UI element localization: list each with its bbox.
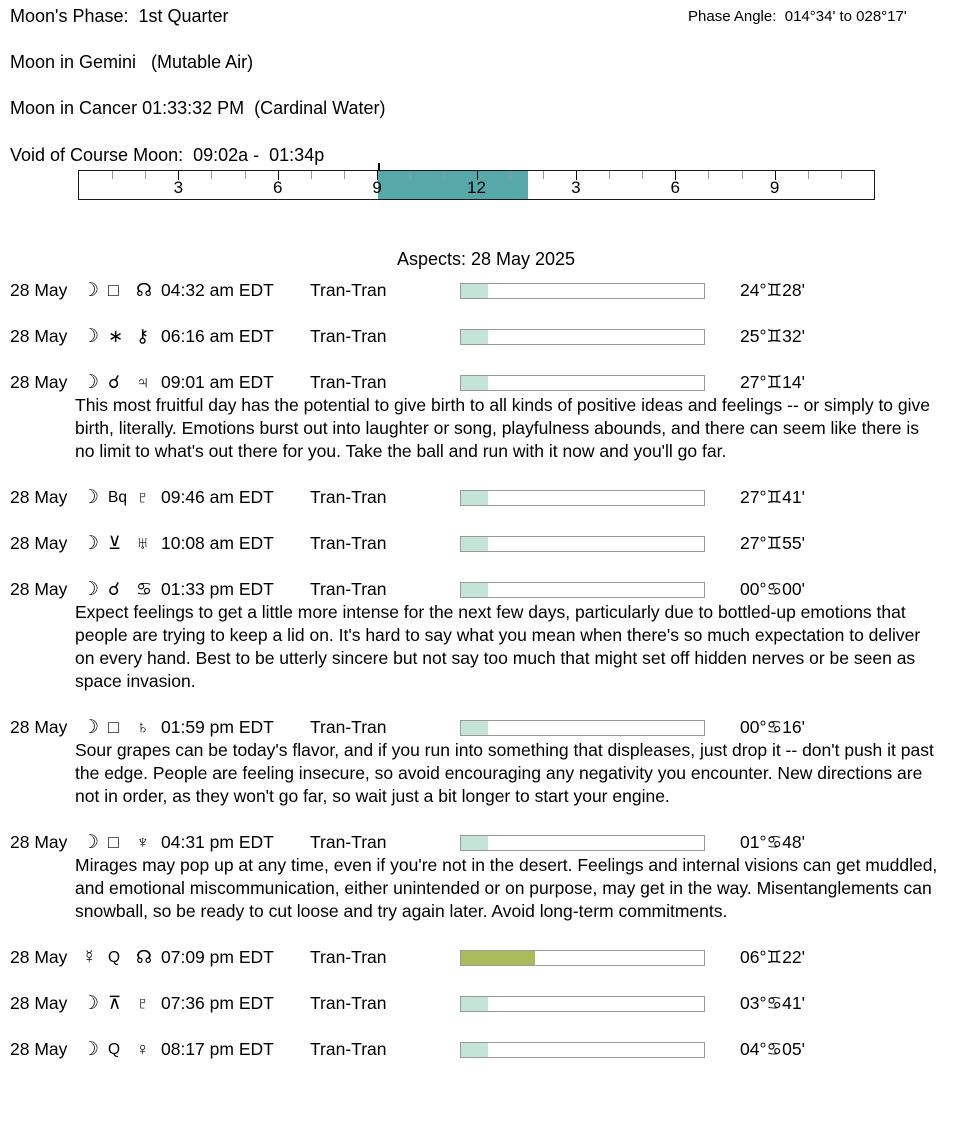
aspect-position: 25°♊32' (740, 326, 805, 346)
biquintile-icon: Bq (108, 489, 127, 506)
orb-progress-bar (460, 536, 705, 552)
aspect-type: Tran-Tran (310, 579, 387, 599)
aspect-type: Tran-Tran (310, 487, 387, 507)
conjunction-icon: ☌ (108, 579, 121, 599)
aspect-row[interactable] (0, 578, 972, 601)
aspect-interpretation: This most fruitful day has the potential to give birth to all kinds of positive ideas and feelings -- or simply to give birth, literally. Emotions burst out into laughter or song, playfulness abounds, and there can seem like there is no limit to what's out there for you. Take the ball and run with it now and you'll go far. (75, 395, 931, 461)
orb-progress-fill (461, 997, 488, 1011)
aspect-date: 28 May (10, 280, 68, 300)
hour-tick (510, 171, 511, 179)
aspect-type: Tran-Tran (310, 947, 387, 967)
aspect-time: 09:46 am EDT (161, 487, 274, 507)
orb-progress-bar (460, 283, 705, 299)
moon-icon: ☽ (82, 326, 100, 347)
hour-label: 9 (769, 178, 780, 197)
pluto-icon: ♇ (136, 993, 150, 1013)
aspect-type: Tran-Tran (310, 1039, 387, 1059)
quincunx-icon: ⊼ (108, 993, 122, 1013)
aspect-time: 01:59 pm EDT (161, 717, 274, 737)
aspect-row[interactable] (0, 325, 972, 348)
hour-tick (642, 171, 643, 179)
hour-tick (808, 171, 809, 179)
aspect-row[interactable] (0, 279, 972, 302)
aspect-time: 07:36 pm EDT (161, 993, 274, 1013)
orb-progress-bar (460, 490, 705, 506)
orb-progress-bar (460, 1042, 705, 1058)
hour-tick (245, 171, 246, 179)
aspect-type: Tran-Tran (310, 993, 387, 1013)
hour-tick (410, 171, 411, 179)
hour-label: 3 (571, 178, 581, 197)
hour-tick (145, 171, 146, 179)
voc-band (378, 171, 528, 199)
hour-label: 3 (173, 178, 184, 197)
aspects-section (0, 248, 972, 1061)
aspect-position: 27°♊41' (740, 487, 805, 507)
orb-progress-fill (461, 721, 488, 735)
aspect-interpretation: Mirages may pop up at any time, even if you're not in the desert. Feelings and internal visions can get muddled, and emotional miscommunication, either unintended or on purpose, may get in the way. Misentanglements can snowball, so be ready to cut loose and try again later. Avoid long-term commitments. (75, 855, 938, 921)
venus-icon: ♀ (136, 1039, 150, 1059)
aspect-type: Tran-Tran (310, 717, 387, 737)
hour-tick (742, 171, 743, 179)
north-node-icon: ☊ (136, 280, 152, 300)
orb-progress-fill (461, 376, 488, 390)
square-icon: □ (108, 832, 119, 852)
aspect-position: 04°♋05' (740, 1039, 805, 1059)
aspect-time: 06:16 am EDT (161, 326, 274, 346)
hour-tick (609, 171, 610, 179)
orb-progress-fill (461, 583, 488, 597)
aspect-row[interactable] (0, 532, 972, 555)
orb-progress-fill (461, 330, 488, 344)
hour-label: 6 (670, 178, 680, 197)
aspect-date: 28 May (10, 326, 68, 346)
hour-label: 9 (372, 178, 382, 197)
moon-icon: ☽ (82, 1039, 100, 1060)
aspect-position: 00°♋16' (740, 717, 805, 737)
square-icon: □ (108, 717, 119, 737)
orb-progress-bar (460, 835, 705, 851)
orb-progress-fill (461, 537, 488, 551)
aspect-position: 27°♊14' (740, 372, 805, 392)
aspect-interpretation: Expect feelings to get a little more intense for the next few days, particularly due to bottled-up emotions that people are trying to keep a lid on. It's hard to say what you mean when there's so much expectation to deliver on every hand. Best to be utterly sincere but not say too much that might set off hidden nerves or be seen as space invasion. (75, 602, 921, 691)
voc-timeline (78, 170, 875, 200)
hour-label: 12 (467, 178, 486, 197)
conjunction-icon: ☌ (108, 372, 121, 392)
aspect-time: 04:31 pm EDT (161, 832, 274, 852)
hour-tick (708, 171, 709, 179)
voc-start-marker (378, 163, 380, 171)
aspect-time: 04:32 am EDT (161, 280, 274, 300)
square-icon: □ (108, 280, 119, 300)
aspects-title: Aspects: 28 May 2025 (396, 249, 576, 269)
aspect-date: 28 May (10, 1039, 68, 1059)
aspect-position: 01°♋48' (740, 832, 805, 852)
phase-angle-line: Phase Angle: 014°34' to 028°17' (688, 8, 907, 25)
aspect-time: 09:01 am EDT (161, 372, 274, 392)
aspect-position: 03°♋41' (740, 993, 805, 1013)
void-of-course-line: Void of Course Moon: 09:02a - 01:34p (10, 145, 325, 165)
north-node-icon: ☊ (136, 947, 152, 967)
orb-progress-fill (461, 491, 488, 505)
moon-icon: ☽ (82, 832, 100, 853)
hour-tick (543, 171, 544, 179)
hour-tick (211, 171, 212, 179)
aspect-interpretation: Sour grapes can be today's flavor, and if you run into something that displeases, just drop it -- don't push it past the edge. People are feeling insecure, so avoid encouraging any negativity you encounter. New directions are not in order, as they won't go far, so wait just a bit longer to start your engine. (75, 740, 934, 806)
aspect-row[interactable] (0, 486, 972, 509)
hour-tick (344, 171, 345, 179)
aspect-position: 27°♊55' (740, 533, 805, 553)
aspect-time: 07:09 pm EDT (161, 947, 274, 967)
orb-progress-fill (461, 1043, 488, 1057)
aspect-rows (0, 279, 972, 1061)
aspect-type: Tran-Tran (310, 280, 387, 300)
hour-tick (311, 171, 312, 179)
saturn-icon: ♄ (136, 717, 150, 737)
aspect-time: 01:33 pm EDT (161, 579, 274, 599)
aspect-type: Tran-Tran (310, 832, 387, 852)
moon-icon: ☽ (82, 717, 100, 738)
aspect-row[interactable] (0, 1038, 972, 1061)
moon-sign-line: Moon in Gemini (Mutable Air) (10, 52, 254, 72)
orb-progress-fill (461, 951, 535, 965)
orb-progress-bar (460, 329, 705, 345)
aspect-time: 08:17 pm EDT (161, 1039, 274, 1059)
aspect-position: 06°♊22' (740, 947, 805, 967)
orb-progress-bar (460, 375, 705, 391)
aspect-date: 28 May (10, 947, 68, 967)
orb-progress-bar (460, 996, 705, 1012)
aspect-type: Tran-Tran (310, 533, 387, 553)
aspect-date: 28 May (10, 993, 68, 1013)
uranus-icon: ♅ (136, 533, 150, 553)
pluto-icon: ♇ (136, 487, 150, 507)
aspect-position: 24°♊28' (740, 280, 805, 300)
moon-icon: ☽ (82, 533, 100, 554)
sextile-icon: ∗ (108, 326, 124, 346)
orb-progress-bar (460, 582, 705, 598)
aspect-date: 28 May (10, 717, 68, 737)
moons-phase-line: Moon's Phase: 1st Quarter (10, 6, 229, 26)
semisextile-icon: ⊻ (108, 533, 122, 553)
quintile-icon: Q (108, 949, 121, 966)
aspect-time: 10:08 am EDT (161, 533, 274, 553)
aspect-row[interactable] (0, 992, 972, 1015)
orb-progress-fill (461, 836, 488, 850)
moon-icon: ☽ (82, 993, 100, 1014)
moon-icon: ☽ (82, 487, 100, 508)
hour-label: 6 (273, 178, 283, 197)
moon-icon: ☽ (82, 579, 100, 600)
hour-tick (112, 171, 113, 179)
orb-progress-bar (460, 720, 705, 736)
orb-progress-bar (460, 950, 705, 966)
aspect-date: 28 May (10, 832, 68, 852)
neptune-icon: ♆ (136, 832, 150, 852)
aspect-position: 00°♋00' (740, 579, 805, 599)
aspect-row[interactable] (0, 716, 972, 739)
quintile-icon: Q (108, 1041, 121, 1058)
orb-progress-fill (461, 284, 488, 298)
aspect-date: 28 May (10, 372, 68, 392)
aspect-date: 28 May (10, 533, 68, 553)
hour-tick (841, 171, 842, 179)
mercury-icon: ☿ (82, 947, 97, 968)
aspect-date: 28 May (10, 579, 68, 599)
chiron-icon: ⚷ (136, 326, 150, 346)
moon-icon: ☽ (82, 372, 100, 393)
moon-icon: ☽ (82, 280, 100, 301)
moon-ingress-line: Moon in Cancer 01:33:32 PM (Cardinal Water) (10, 98, 386, 118)
aspect-row[interactable] (0, 371, 972, 394)
jupiter-icon: ♃ (136, 372, 150, 392)
hour-tick (443, 171, 444, 179)
aspect-date: 28 May (10, 487, 68, 507)
cancer-icon: ♋ (136, 579, 153, 599)
aspect-row[interactable] (0, 831, 972, 854)
aspect-row[interactable] (0, 946, 972, 969)
aspect-type: Tran-Tran (310, 326, 387, 346)
aspect-type: Tran-Tran (310, 372, 387, 392)
